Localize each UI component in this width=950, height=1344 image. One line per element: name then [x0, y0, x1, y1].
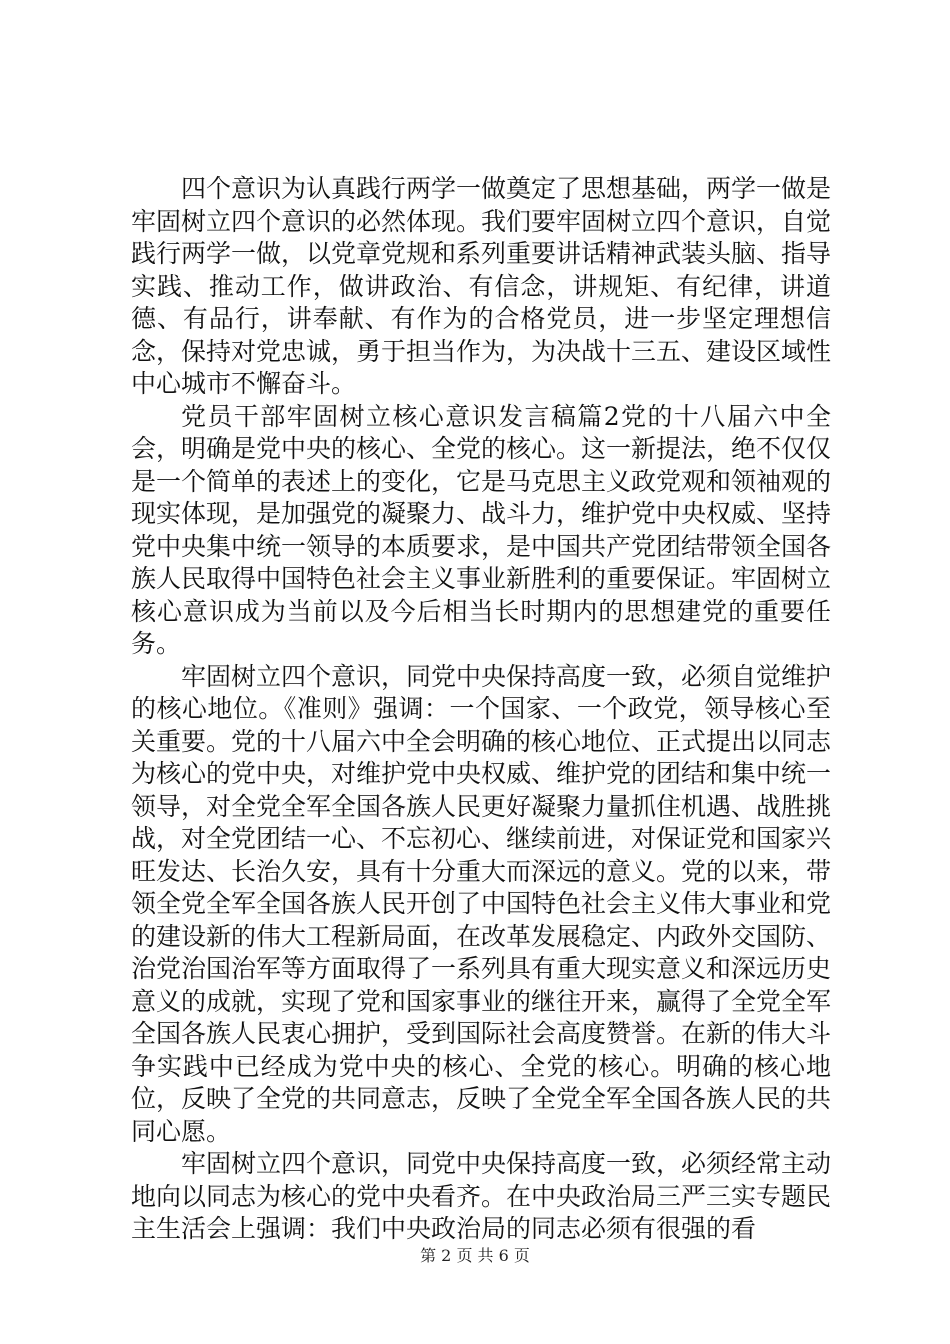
paragraph-1: 四个意识为认真践行两学一做奠定了思想基础，两学一做是牢固树立四个意识的必然体现。我们要牢固树立四个意识，自觉践行两学一做，以党章党规和系列重要讲话精神武装头脑、指导实践、推动工作，做讲政治、有信念，讲规矩、有纪律，讲道德、有品行，讲奉献、有作为的合格党员，进一步坚定理想信念，保持对党忠诚，勇于担当作为，为决战十三五、建设区域性中心城市不懈奋斗。: [131, 174, 832, 398]
document-body: [131, 173, 831, 1246]
paragraph-4: 牢固树立四个意识，同党中央保持高度一致，必须经常主动地向以同志为核心的党中央看齐。在中央政治局三严三实专题民主生活会上强调：我们中央政治局的同志必须有很强的看: [131, 1149, 832, 1243]
paragraph-2: 党员干部牢固树立核心意识发言稿篇2党的十八届六中全会，明确是党中央的核心、全党的核心。这一新提法，绝不仅仅是一个简单的表述上的变化，它是马克思主义政党观和领袖观的现实体现，是加强党的凝聚力、战斗力，维护党中央权威、坚持党中央集中统一领导的本质要求，是中国共产党团结带领全国各族人民取得中国特色社会主义事业新胜利的重要保证。牢固树立核心意识成为当前以及今后相当长时期内的思想建党的重要任务。: [131, 401, 832, 658]
paragraph-3: 牢固树立四个意识，同党中央保持高度一致，必须自觉维护的核心地位。《准则》强调：一个国家、一个政党，领导核心至关重要。党的十八届六中全会明确的核心地位、正式提出以同志为核心的党中央，对维护党中央权威、维护党的团结和集中统一领导，对全党全军全国各族人民更好凝聚力量抓住机遇、战胜挑战，对全党团结一心、不忘初心、继续前进，对保证党和国家兴旺发达、长治久安，具有十分重大而深远的意义。党的以来，带领全党全军全国各族人民开创了中国特色社会主义伟大事业和党的建设新的伟大工程新局面，在改革发展稳定、内政外交国防、治党治国治军等方面取得了一系列具有重大现实意义和深远历史意义的成就，实现了党和国家事业的继往开来，赢得了全党全军全国各族人民衷心拥护，受到国际社会高度赞誉。在新的伟大斗争实践中已经成为党中央的核心、全党的核心。明确的核心地位，反映了全党的共同意志，反映了全党全军全国各族人民的共同心愿。: [131, 661, 832, 1146]
page-footer: 第 2 页 共 6 页: [420, 1246, 530, 1265]
